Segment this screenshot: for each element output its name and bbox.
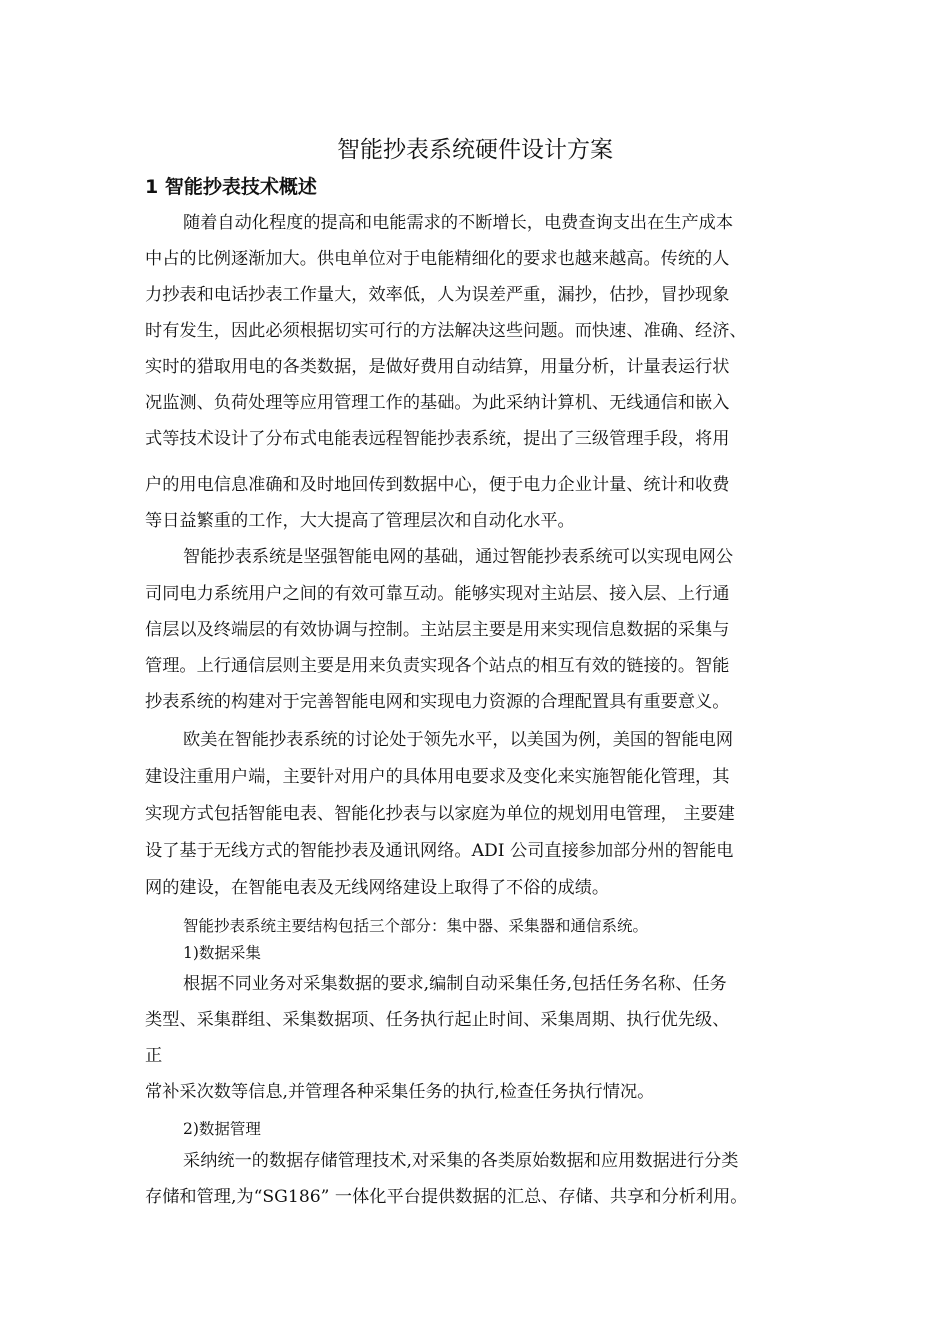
para6-line: 采纳统一的数据存储管理技术,对采集的各类原始数据和应用数据进行分类	[183, 1151, 739, 1171]
para2-line: 管理。上行通信层则主要是用来负责实现各个站点的相互有效的链接的。智能	[145, 656, 730, 676]
para1-line: 式等技术设计了分布式电能表远程智能抄表系统，提出了三级管理手段，将用	[145, 429, 730, 449]
item2-label: 2)数据管理	[183, 1120, 261, 1138]
para1-line: 时有发生，因此必须根据切实可行的方法解决这些问题。而快速、准确、经济、	[145, 321, 747, 341]
para1-line: 等日益繁重的工作，大大提高了管理层次和自动化水平。	[145, 511, 575, 531]
para1-line: 况监测、负荷处理等应用管理工作的基础。为此采纳计算机、无线通信和嵌入	[145, 393, 730, 413]
para5-line: 类型、采集群组、采集数据项、任务执行起止时间、采集周期、执行优先级、	[145, 1010, 730, 1030]
para1-line: 随着自动化程度的提高和电能需求的不断增长，电费查询支出在生产成本	[183, 213, 734, 233]
para2-line: 司同电力系统用户之间的有效可靠互动。能够实现对主站层、接入层、上行通	[145, 584, 730, 604]
para4-line: 智能抄表系统主要结构包括三个部分：集中器、采集器和通信系统。	[183, 917, 649, 935]
para5-line: 根据不同业务对采集数据的要求,编制自动采集任务,包括任务名称、任务	[183, 974, 727, 994]
para3-line: 欧美在智能抄表系统的讨论处于领先水平，以美国为例，美国的智能电网	[183, 730, 734, 750]
para3-line: 建设注重用户端，主要针对用户的具体用电要求及变化来实施智能化管理，其	[145, 767, 730, 787]
para2-line: 抄表系统的构建对于完善智能电网和实现电力资源的合理配置具有重要意义。	[145, 692, 730, 712]
para3-line: 网的建设，在智能电表及无线网络建设上取得了不俗的成绩。	[145, 878, 610, 898]
para3-line: 实现方式包括智能电表、智能化抄表与以家庭为单位的规划用电管理， 主要建	[145, 804, 735, 824]
para1-line: 力抄表和电话抄表工作量大，效率低，人为误差严重，漏抄，估抄，冒抄现象	[145, 285, 730, 305]
para1-line: 户的用电信息准确和及时地回传到数据中心，便于电力企业计量、统计和收费	[145, 475, 730, 495]
section-heading: 1 智能抄表技术概述	[145, 176, 317, 198]
para1-line: 实时的猎取用电的各类数据，是做好费用自动结算，用量分析，计量表运行状	[145, 357, 730, 377]
para2-line: 信层以及终端层的有效协调与控制。主站层主要是用来实现信息数据的采集与	[145, 620, 730, 640]
item1-label: 1)数据采集	[183, 944, 261, 962]
para2-line: 智能抄表系统是坚强智能电网的基础，通过智能抄表系统可以实现电网公	[183, 547, 734, 567]
para1-line: 中占的比例逐渐加大。供电单位对于电能精细化的要求也越来越高。传统的人	[145, 249, 730, 269]
document-title: 智能抄表系统硬件设计方案	[337, 137, 613, 163]
para3-line: 设了基于无线方式的智能抄表及通讯网络。ADI 公司直接参加部分州的智能电	[145, 841, 734, 861]
para5-line: 正	[145, 1046, 163, 1066]
para5-line: 常补采次数等信息,并管理各种采集任务的执行,检查任务执行情况。	[145, 1082, 655, 1102]
para6-line: 存储和管理,为“SG186” 一体化平台提供数据的汇总、存储、共享和分析利用。	[145, 1187, 748, 1207]
